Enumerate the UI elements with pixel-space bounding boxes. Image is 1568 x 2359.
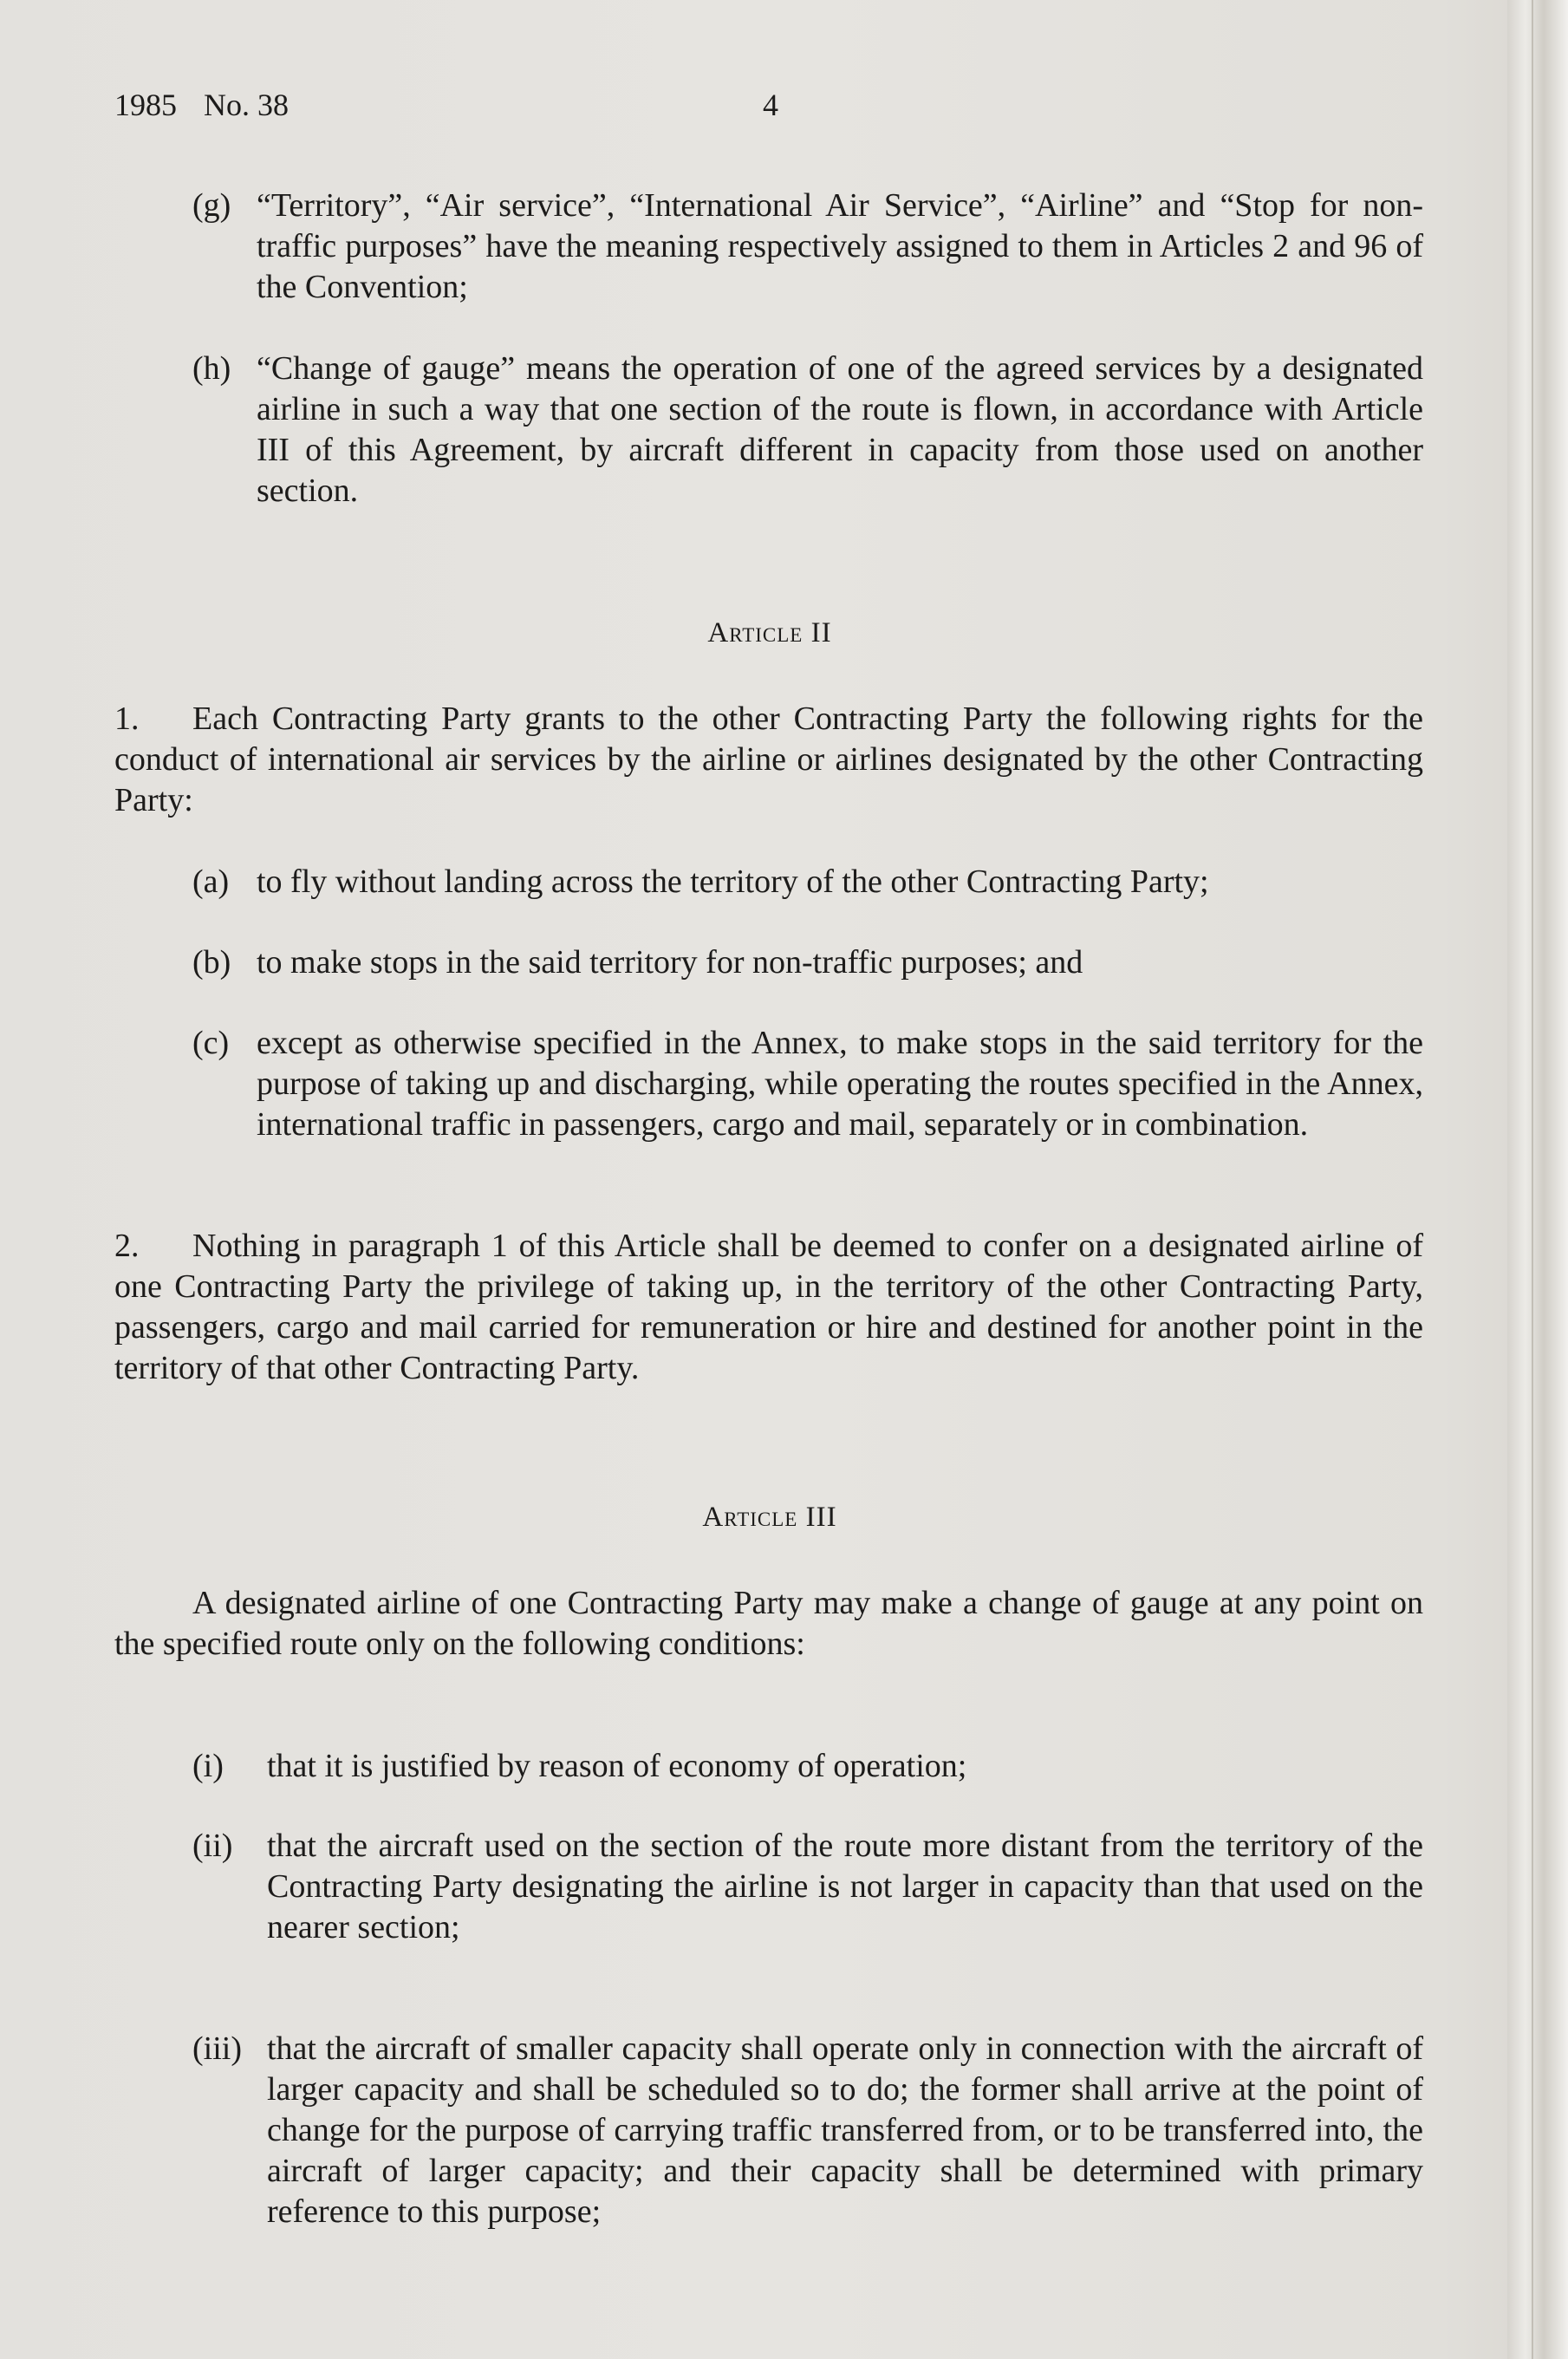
condition-label: (iii)	[192, 2030, 242, 2067]
definition-text: “Change of gauge” means the operation of one of the agreed services by a designated airline in such a way that one section of the route is flown, in accordance with Article III of this Agreement, by aircraft different in capacity from those used on another section.	[257, 350, 1423, 509]
condition-text: that it is justified by reason of economy of operation;	[267, 1748, 967, 1784]
condition-iii	[192, 2029, 1423, 2245]
condition-label: (i)	[192, 1748, 224, 1784]
spine-edge-line	[1532, 0, 1533, 2359]
definition-h	[192, 349, 1423, 522]
header-year: 1985	[114, 88, 177, 122]
paragraph-text: Nothing in paragraph 1 of this Article shall be deemed to confer on a designated airline of one Contracting Party the privilege of taking up, in the territory of the other Contracting Party, passengers, cargo and mail carried for remuneration or hire and destined for another point in the territory of that other Contracting Party.	[114, 1228, 1423, 1386]
paragraph-text: Each Contracting Party grants to the other Contracting Party the following rights for the conduct of international air services by the airline or airlines designated by the other Contracting Party:	[114, 701, 1423, 818]
right-a	[192, 862, 1423, 905]
condition-ii	[192, 1826, 1423, 1956]
right-label: (a)	[192, 863, 230, 900]
article-2-paragraph-2	[114, 1226, 1423, 1399]
paragraph-number: 2.	[114, 1228, 140, 1264]
right-b	[192, 942, 1423, 986]
paragraph-number: 1.	[114, 701, 140, 737]
right-label: (c)	[192, 1025, 230, 1061]
condition-text: that the aircraft used on the section of the route more distant from the territory of the Contracting Party designating the airline is not larger in capacity than that used on the nearer section;	[267, 1828, 1423, 1945]
condition-text: that the aircraft of smaller capacity shall operate only in connection with the aircraft of larger capacity and shall be scheduled so to do; the former shall arrive at the point of change for the purpose of carrying traffic transferred from, or to be transferred into, the aircraft of larger capacity; and their capacity shall be determined with primary reference to this purpose;	[267, 2030, 1423, 2230]
book-spine	[1507, 0, 1568, 2359]
right-text: to make stops in the said territory for non-traffic purposes; and	[257, 944, 1083, 981]
article-3-intro: A designated airline of one Contracting Party may make a change of gauge at any point on the specified route only on the following conditions:	[114, 1585, 1423, 1662]
condition-label: (ii)	[192, 1828, 233, 1864]
right-text: except as otherwise specified in the Annex, to make stops in the said territory for the purpose of taking up and discharging, while operating the routes specified in the Annex, international traffic in passengers, cargo and mail, separately or in combination.	[257, 1025, 1423, 1143]
article-3-heading: Article III	[702, 1502, 837, 1533]
right-label: (b)	[192, 944, 231, 981]
definition-g	[192, 186, 1423, 316]
definition-label: (h)	[192, 350, 231, 387]
right-c	[192, 1023, 1423, 1196]
running-header	[114, 87, 289, 123]
header-act-number: No. 38	[204, 88, 289, 122]
definition-label: (g)	[192, 187, 231, 224]
article-2-paragraph-1	[114, 699, 1423, 829]
article-2-heading: Article II	[707, 617, 832, 648]
right-text: to fly without landing across the territory of the other Contracting Party;	[257, 863, 1209, 900]
page-number: 4	[763, 88, 778, 122]
definition-text: “Territory”, “Air service”, “International Air Service”, “Airline” and “Stop for non-traffic purposes” have the meaning respectively assigned to them in Articles 2 and 96 of the Convention;	[257, 187, 1423, 305]
condition-i	[192, 1746, 1423, 1789]
